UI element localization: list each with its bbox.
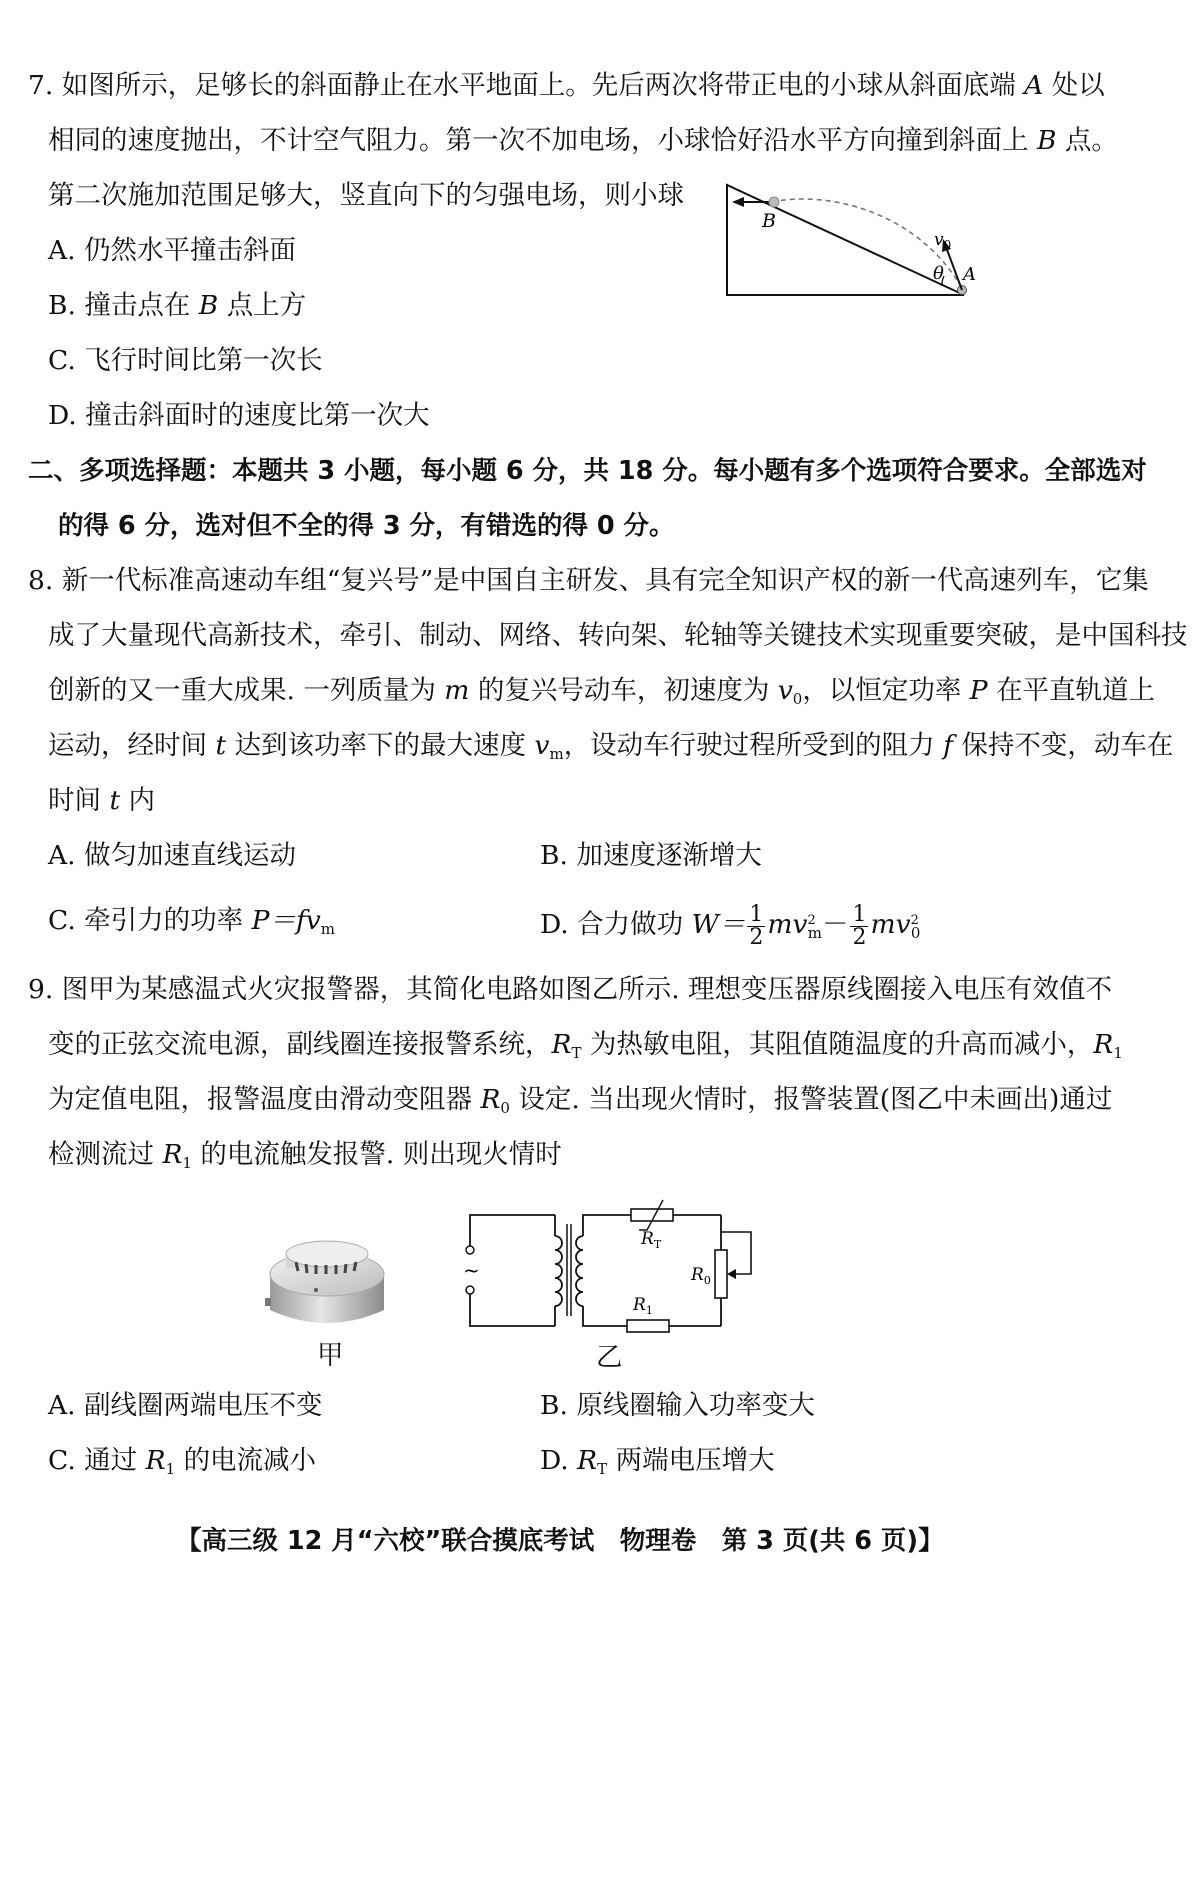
q7-option-d: D. 撞击斜面时的速度比第一次大	[48, 400, 430, 431]
q7-option-c: C. 飞行时间比第一次长	[48, 345, 323, 376]
q9-resistor-r1	[627, 1320, 669, 1332]
q9-stem-line-1: 9. 图甲为某感温式火灾报警器，其简化电路如图乙所示. 理想变压器原线圈接入电压有效值不	[28, 974, 1113, 1005]
q9-rheostat-r0	[715, 1250, 727, 1298]
q9-label-r0: $R_0$	[691, 1265, 711, 1287]
q8-stem-line-5: 时间 t 内	[48, 785, 156, 816]
section2-heading-line-1: 二、多项选择题：本题共 3 小题，每小题 6 分，共 18 分。每小题有多个选项符合要求。全部选对	[28, 456, 1147, 486]
q8-option-b: B. 加速度逐渐增大	[540, 840, 762, 871]
q9-ac-source-symbol: ~	[463, 1258, 480, 1282]
q9-figure-yi-caption: 乙	[596, 1342, 623, 1373]
q7-label-v0: $v_0$	[934, 230, 952, 252]
q7-label-b: B	[762, 210, 776, 232]
q9-stem-line-4: 检测流过 $R_1$ 的电流触发报警. 则出现火情时	[48, 1139, 562, 1172]
q9-option-b: B. 原线圈输入功率变大	[540, 1390, 815, 1421]
q8-option-a: A. 做匀加速直线运动	[48, 840, 296, 871]
q9-stem-line-3: 为定值电阻，报警温度由滑动变阻器 $R_0$ 设定. 当出现火情时，报警装置(图乙中未画出)通过	[48, 1084, 1113, 1117]
q8-option-c: C. 牵引力的功率 $P=fv_m$	[48, 905, 335, 938]
q9-option-c: C. 通过 $R_1$ 的电流减小	[48, 1445, 317, 1478]
q9-ac-terminal-top	[466, 1246, 474, 1254]
q7-option-b: B. 撞击点在 B 点上方	[48, 290, 307, 321]
q9-primary-coil	[555, 1236, 562, 1306]
q7-label-a: A	[963, 264, 976, 285]
q7-label-theta: θ	[933, 263, 944, 284]
q8-stem-line-2: 成了大量现代高新技术，牵引、制动、网络、转向架、轮轴等关键技术实现重要突破，是中国科技	[48, 620, 1188, 651]
q7-option-a: A. 仍然水平撞击斜面	[48, 235, 296, 266]
q9-label-rt: $R_T$	[641, 1229, 662, 1251]
page-footer: 【高三级 12 月“六校”联合摸底考试 物理卷 第 3 页(共 6 页)】	[176, 1526, 944, 1556]
q7-stem-line-2: 相同的速度抛出，不计空气阻力。第一次不加电场，小球恰好沿水平方向撞到斜面上 B 点。	[48, 125, 1118, 156]
q8-stem-line-4: 运动，经时间 t 达到该功率下的最大速度 $v_m$，设动车行驶过程所受到的阻力 f 保持不变，动车在	[48, 730, 1174, 763]
q8-option-d: D. 合力做功 W＝ $\frac{1}{2}$ $mv^2_m-$ $\frac{1}{2}$ $mv^2_0$	[540, 901, 921, 950]
q8-stem-line-1: 8. 新一代标准高速动车组“复兴号”是中国自主研发、具有完全知识产权的新一代高速列车，它集	[28, 565, 1149, 596]
q9-circuit-diagram	[455, 1198, 775, 1340]
q9-option-a: A. 副线圈两端电压不变	[48, 1390, 323, 1421]
section2-heading-line-2: 的得 6 分，选对但不全的得 3 分，有错选的得 0 分。	[58, 511, 675, 541]
q9-option-d: D. $R_T$ 两端电压增大	[540, 1445, 775, 1478]
q9-stem-line-2: 变的正弦交流电源，副线圈连接报警系统，$R_T$ 为热敏电阻，其阻值随温度的升高而减小，$R_1$	[48, 1029, 1123, 1062]
q9-ac-terminal-bottom	[466, 1286, 474, 1294]
q9-label-r1: $R_1$	[633, 1295, 653, 1317]
q9-secondary-coil	[576, 1236, 583, 1306]
q9-figure-jia-caption: 甲	[317, 1340, 344, 1371]
q7-stem-line-3: 第二次施加范围足够大，竖直向下的匀强电场，则小球	[48, 180, 684, 211]
q8-stem-line-3: 创新的又一重大成果. 一列质量为 m 的复兴号动车，初速度为 $v_0$，以恒定功率 P 在平直轨道上	[48, 675, 1156, 708]
q7-incline-figure	[720, 175, 980, 305]
q7-stem-line-1: 7. 如图所示，足够长的斜面静止在水平地面上。先后两次将带正电的小球从斜面底端 A 处以	[28, 70, 1105, 101]
q9-fire-detector-image	[262, 1222, 392, 1337]
